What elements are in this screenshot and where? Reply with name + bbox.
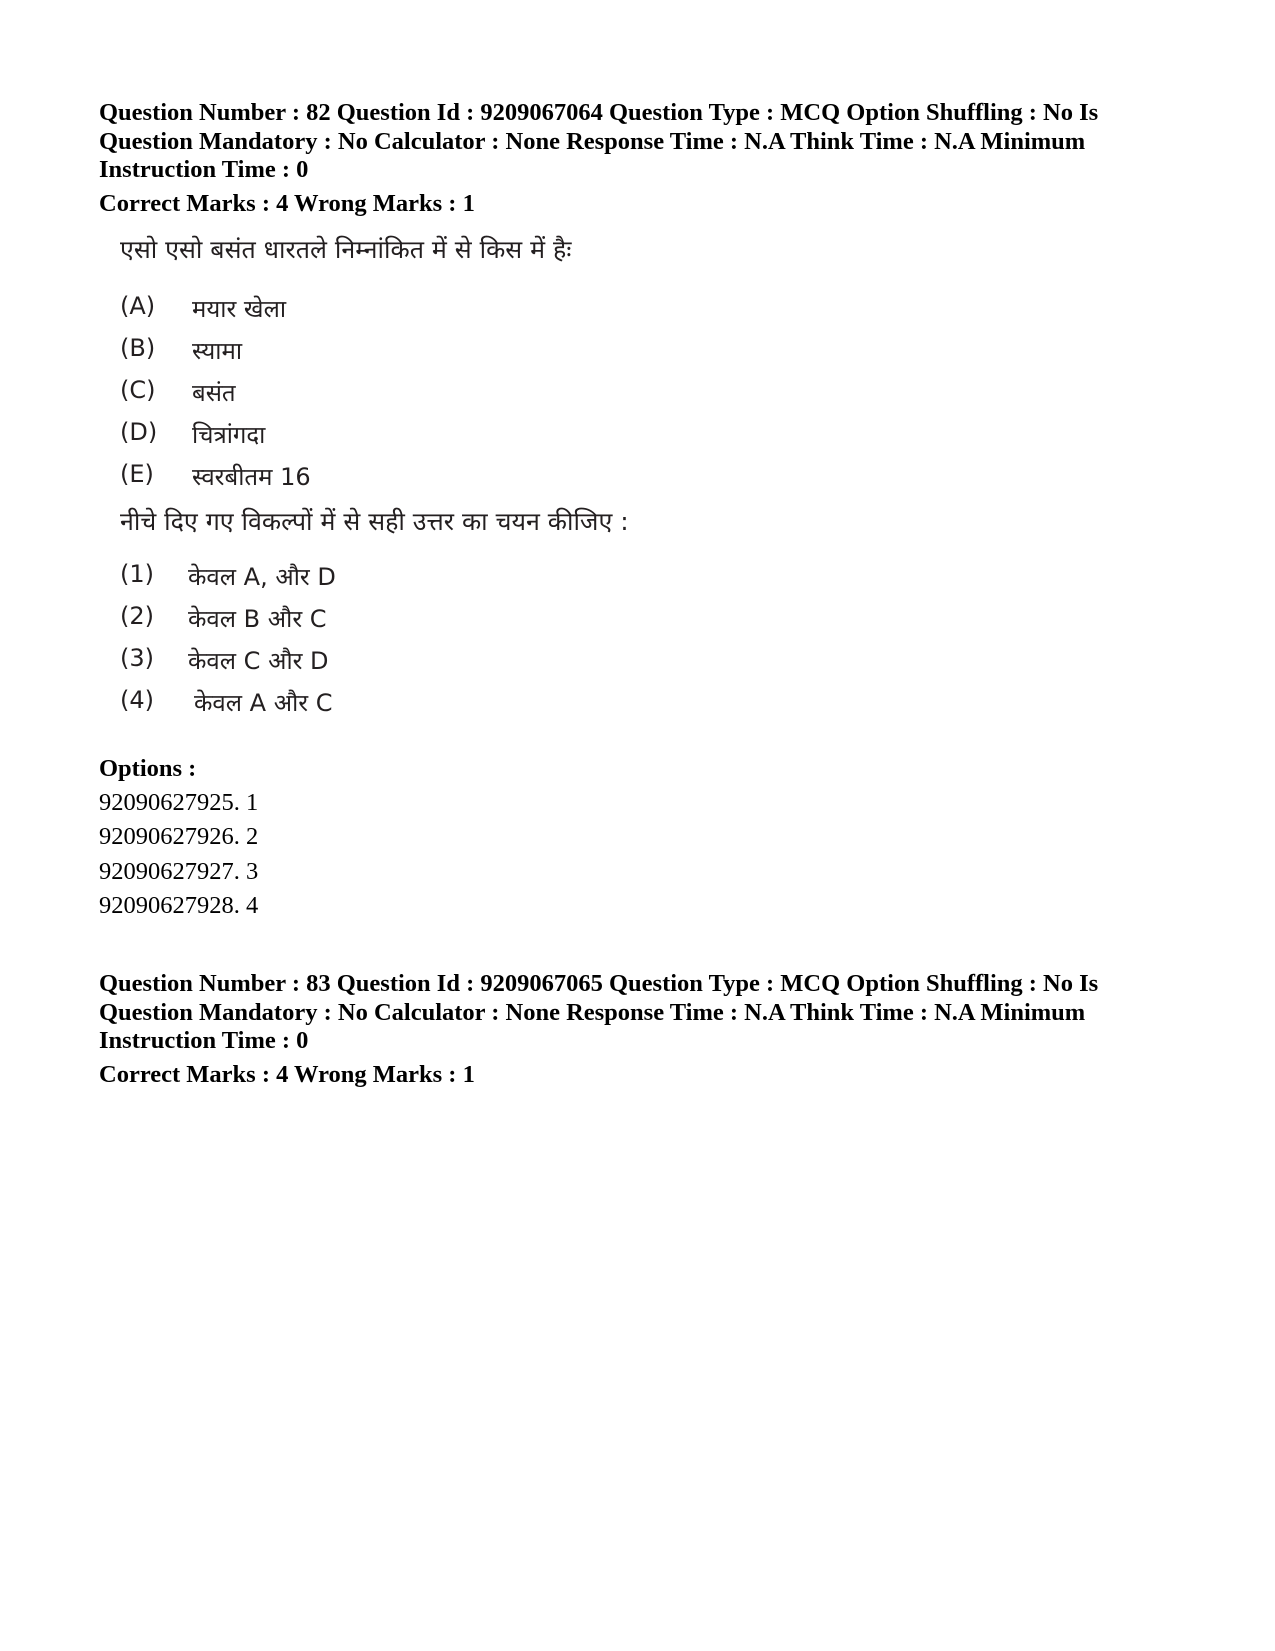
- choice-label: (4): [120, 686, 154, 714]
- question-83-header: [99, 970, 1179, 1089]
- option-item: 92090627925. 1: [99, 789, 259, 816]
- question-marks: Correct Marks : 4 Wrong Marks : 1: [99, 189, 475, 217]
- question-stem: एसो एसो बसंत धारतले निम्नांकित में से किस में हैः: [120, 235, 572, 264]
- question-marks: Correct Marks : 4 Wrong Marks : 1: [99, 1060, 475, 1088]
- question-meta-line: Question Mandatory : No Calculator : None Response Time : N.A Think Time : N.A Minimum: [99, 127, 1086, 155]
- item-text: स्वरबीतम 16: [192, 463, 311, 491]
- item-text: चित्रांगदा: [192, 421, 266, 449]
- question-82-header: [99, 99, 1179, 218]
- choice-text: केवल A और C: [194, 689, 333, 717]
- question-meta-line: Question Mandatory : No Calculator : None Response Time : N.A Think Time : N.A Minimum: [99, 998, 1086, 1026]
- question-meta-line: Instruction Time : 0: [99, 1027, 309, 1054]
- question-meta-line: Question Number : 82 Question Id : 9209067064 Question Type : MCQ Option Shuffling : No Is: [99, 99, 1099, 126]
- option-item: 92090627928. 4: [99, 891, 259, 919]
- item-text: मयार खेला: [192, 295, 287, 323]
- options-section: [99, 752, 699, 923]
- item-label: (C): [120, 376, 156, 404]
- question-instruction: नीचे दिए गए विकल्पों में से सही उत्तर का चयन कीजिए :: [120, 507, 629, 536]
- item-label: (B): [120, 334, 156, 362]
- item-label: (A): [120, 292, 156, 320]
- options-heading: Options :: [99, 755, 197, 782]
- choice-label: (2): [120, 602, 154, 630]
- option-item: 92090627926. 2: [99, 823, 259, 851]
- item-label: (D): [120, 418, 158, 446]
- choice-text: केवल C और D: [188, 647, 329, 675]
- option-item: 92090627927. 3: [99, 857, 259, 885]
- choice-text: केवल A, और D: [188, 563, 336, 591]
- question-meta-line: Question Number : 83 Question Id : 9209067065 Question Type : MCQ Option Shuffling : No Is: [99, 970, 1099, 997]
- item-text: बसंत: [192, 379, 236, 407]
- question-meta-line: Instruction Time : 0: [99, 156, 309, 183]
- choice-label: (3): [120, 644, 154, 672]
- choice-label: (1): [120, 560, 154, 588]
- item-label: (E): [120, 460, 154, 488]
- item-text: स्यामा: [192, 337, 243, 365]
- choice-text: केवल B और C: [188, 605, 327, 633]
